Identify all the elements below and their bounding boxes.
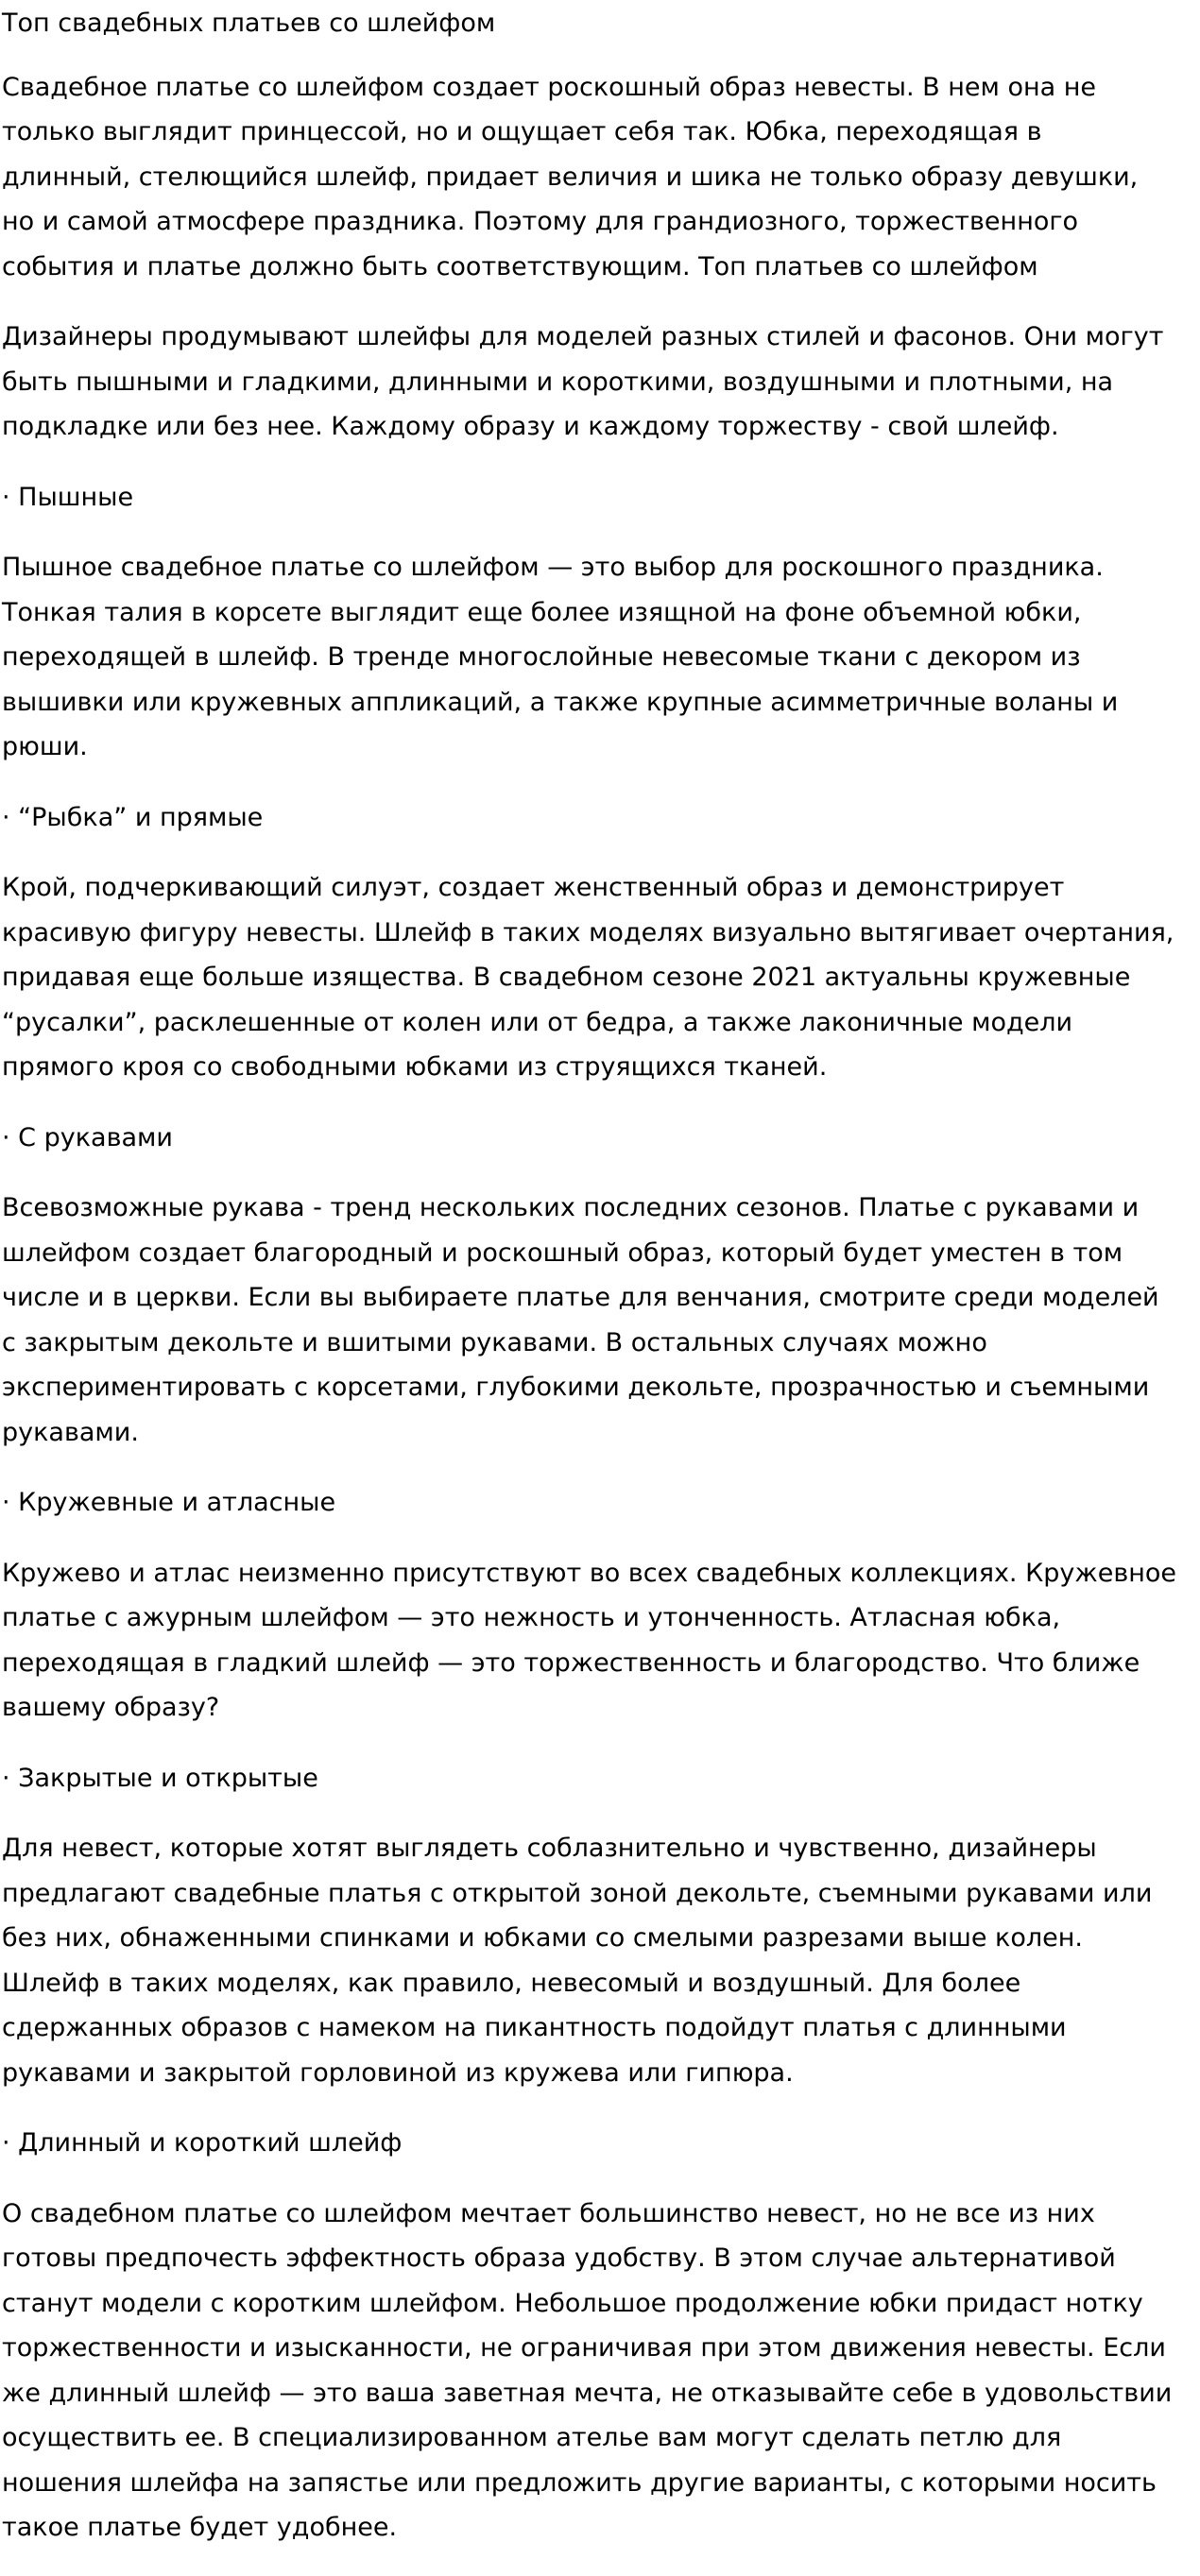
paragraph: Крой, подчеркивающий силуэт, создает женственный образ и демонстрирует красивую фигуру невесты. Шлейф в таких моделях визуально вытягивает очертания, придавая еще больше изящества. В свадебном сезоне 2021 актуальны кружевные “русалки”, расклешенные от колен или от бедра, а также лаконичные модели прямого кроя со свободными юбками из струящихся тканей. xyxy=(2,873,1174,1082)
paragraph: Дизайнеры продумывают шлейфы для моделей разных стилей и фасонов. Они могут быть пышными и гладкими, длинными и короткими, воздушными и плотными, на подкладке или без нее. Каждому образу и каждому торжеству - свой шлейф. xyxy=(2,322,1164,441)
paragraph: О свадебном платье со шлейфом мечтает большинство невест, но не все из них готовы предпочесть эффектность образа удобству. В этом случае альтернативой станут модели с коротким шлейфом. Небольшое продолжение юбки придаст нотку торжественности и изысканности, не ограничивая при этом движения невесты. Если же длинный шлейф — это ваша заветная мечта, не отказывайте себе в удовольствии осуществить ее. В специализированном ателье вам могут сделать петлю для ношения шлейфа на запястье или предложить другие варианты, с которыми носить такое платье будет удобнее. xyxy=(2,2198,1173,2542)
paragraph: Пышное свадебное платье со шлейфом — это выбор для роскошного праздника. Тонкая талия в корсете выглядит еще более изящной на фоне объемной юбки, переходящей в шлейф. В тренде многослойные невесомые ткани с декором из вышивки или кружевных аппликаций, а также крупные асимметричные воланы и рюши. xyxy=(2,553,1119,761)
bullet-section-heading: · Пышные xyxy=(2,482,134,512)
bullet-section-heading: · Закрытые и открытые xyxy=(2,1763,318,1793)
bullet-section-heading: · Кружевные и атласные xyxy=(2,1488,336,1517)
document-body xyxy=(2,65,1176,2550)
bullet-section-heading: · “Рыбка” и прямые xyxy=(2,802,264,832)
page-title: Топ свадебных платьев со шлейфом xyxy=(2,9,496,38)
paragraph: Кружево и атлас неизменно присутствуют во всех свадебных коллекциях. Кружевное платье с ажурным шлейфом — это нежность и утонченность. Атласная юбка, переходящая в гладкий шлейф — это торжественность и благородство. Что ближе вашему образу? xyxy=(2,1558,1177,1722)
paragraph: Свадебное платье со шлейфом создает роскошный образ невесты. В нем она не только выглядит принцессой, но и ощущает себя так. Юбка, переходящая в длинный, стелющийся шлейф, придает величия и шика не только образу девушки, но и самой атмосфере праздника. Поэтому для грандиозного, торжественного события и платье должно быть соответствующим. Топ платьев со шлейфом xyxy=(2,72,1139,281)
paragraph: Всевозможные рукава - тренд нескольких последних сезонов. Платье с рукавами и шлейфом создает благородный и роскошный образ, который будет уместен в том числе и в церкви. Если вы выбираете платье для венчания, смотрите среди моделей с закрытым декольте и вшитыми рукавами. В остальных случаях можно экспериментировать с корсетами, глубокими декольте, прозрачностью и съемными рукавами. xyxy=(2,1193,1159,1447)
paragraph: Для невест, которые хотят выглядеть соблазнительно и чувственно, дизайнеры предлагают свадебные платья с открытой зоной декольте, съемными рукавами или без них, обнаженными спинками и юбками со смелыми разрезами выше колен. Шлейф в таких моделях, как правило, невесомый и воздушный. Для более сдержанных образов с намеком на пикантность подойдут платья с длинными рукавами и закрытой горловиной из кружева или гипюра. xyxy=(2,1834,1153,2088)
bullet-section-heading: · С рукавами xyxy=(2,1122,173,1152)
bullet-section-heading: · Длинный и короткий шлейф xyxy=(2,2128,403,2158)
